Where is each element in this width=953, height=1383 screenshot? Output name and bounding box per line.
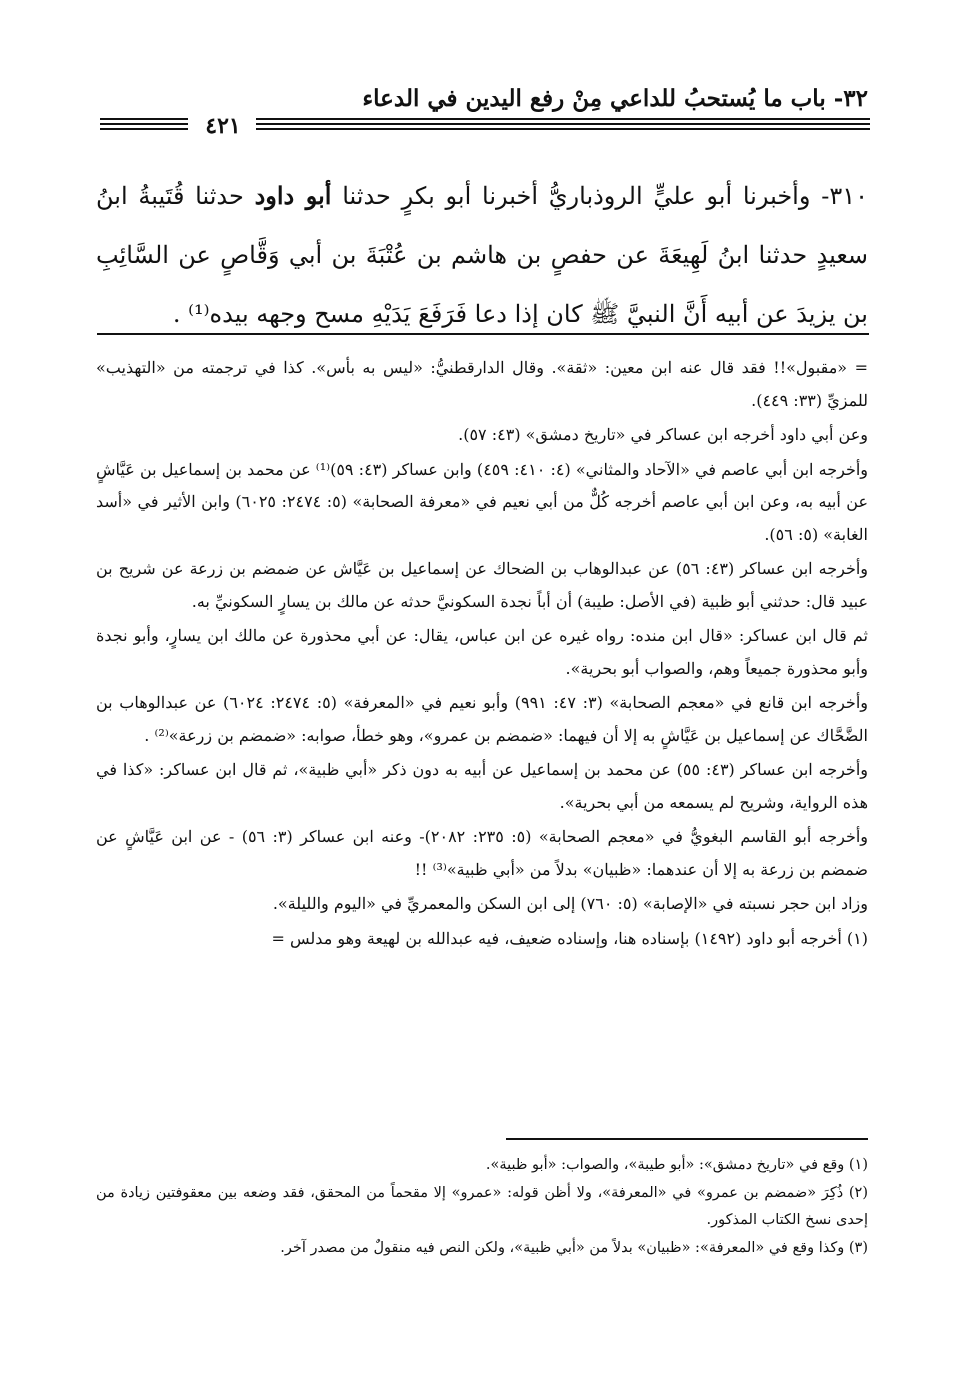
footnote: (١) وقع في «تاريخ دمشق»: «أبو طيبة»، والصواب: «أبو ظبية». [485,1157,868,1173]
page-number: ٤٢١ [205,113,241,139]
commentary-paragraph: وأخرجه ابن أبي عاصم في «الآحاد والمثاني» (٤: ٤١٠: ٤٥٩) وابن عساكر (٤٣: ٥٩)⁽¹⁾ عن محمد بن إسماعيل بن عَيَّاشٍ عن أبيه به، وعن ابن أبي عاصم أخرجه كُلٌّ من أبي نعيم في «معرفة الصحابة» (٥: ٢٤٧٤: ٦٠٢٥) وابن الأثير في «أسد الغابة» (٥: ٥٦). [96,459,869,544]
header-rule-right [256,118,870,133]
footnote: (٣) وكذا وقع في «المعرفة»: «ظبيان» بدلاً من «أبي ظبية»، ولكن النص فيه منقولٌ من مصدر آخر. [280,1240,868,1256]
chapter-title: ٣٢- باب ما يُستحبُ للداعي مِنْ رفع اليدين في الدعاء [362,85,868,112]
hadith-number: ٣١٠- [821,182,868,210]
hadith-narrator: أبو داود [254,181,332,210]
hadith-chain-part1: وأخبرنا أبو عليٍّ الروذباريُّ أخبرنا أبو بكرٍ حدثنا [342,182,811,210]
footnote: (٢) ذُكِرَ «ضمضم بن عمرو» في «المعرفة»، ولا أظن قوله: «عمرو» إلا مقحماً من المحقق، فقد وضعه بين معقوفتين زيادة من إحدى نسخ الكتاب المذكور. [96,1185,868,1228]
main-text-divider [97,333,869,335]
commentary-paragraph: وأخرجه أبو القاسم البغويُّ في «معجم الصحابة» (٥: ٢٣٥: ٢٠٨٢)- وعنه ابن عساكر (٣: ٥٦) - عن ابن عَيَّاشٍ عن ضمضم بن زرعة به إلا أن عندهما: «ظبيان» بدلاً من «أبي ظبية»⁽³⁾ !! [96,827,869,879]
hadith-text [96,166,868,344]
commentary-paragraph: وعن أبي داود أخرجه ابن عساكر في «تاريخ دمشق» (٤٣: ٥٧). [458,425,868,444]
commentary-paragraph: وأخرجه ابن عساكر (٤٣: ٥٦) عن عبدالوهاب بن الضحاك عن إسماعيل بن عَيَّاش عن ضمضم بن زرعة عن شريح بن عبيد قال: حدثني أبو ظبية (في الأصل: طيبة) أن أباً نجدة السكونيَّ حدثه عن مالك بن يسارٍ السكونيِّ به. [96,559,869,611]
commentary-paragraph: وزاد ابن حجر نسبته في «الإصابة» (٥: ٧٦٠) إلى ابن السكن والمعمريِّ في «اليوم والليلة». [272,894,868,913]
commentary-paragraph: وأخرجه ابن قانع في «معجم الصحابة» (٣: ٤٧: ٩٩١) وأبو نعيم في «المعرفة» (٥: ٢٤٧٤: ٦٠٢٤) عن عبدالوهاب بن الضَّحَّاك عن إسماعيل بن عَيَّاشٍ به إلا أن فيهما: «ضمضم بن عمرو»، وهو خطأ، صوابه: «ضمضم بن زرعة»⁽²⁾ . [96,693,868,745]
commentary-paragraph: (١) أخرجه أبو داود (١٤٩٢) بإسناده هنا، وإسناده ضعيف، فيه عبدالله بن لهيعة وهو مدلس = [271,928,868,948]
footnote-separator [506,1138,868,1140]
commentary-paragraph: وأخرجه ابن عساكر (٤٣: ٥٥) عن محمد بن إسماعيل عن أبيه به دون ذكر «أبي ظبية»، ثم قال ابن عساكر: «كذا في هذه الرواية، وشريح لم يسمعه من أبي بحرية». [96,760,868,812]
commentary-paragraph: = «مقبول»!! فقد قال عنه ابن معين: «ثقة». وقال الدارقطنيُّ: «ليس به بأس». كذا في ترجمته من «التهذيب» للمزيِّ (٣٣: ٤٤٩). [96,358,869,410]
commentary-paragraph: ثم قال ابن عساكر: «قال ابن منده: رواه غيره عن ابن عباس، يقال: عن أبي محذورة عن مالك ابن يسارٍ، وأبو نجدة وأبو محذورة جميعاً وهم، والصواب أبو بحرية». [96,626,868,678]
header-rule-left [100,118,188,133]
hadith-chain-part2: حدثنا قُتَيبةُ ابنُ سعيدٍ حدثنا ابنُ لَهِيعَةَ عن حفصٍ بن هاشم بن عُتْبَةَ بن أبي وَقَّاصٍ عن السَّائِبِ بن يزيدَ عن أبيه أَنَّ النبيَّ ﷺ كان إذا دعا فَرَفَعَ يَدَيْهِ مسح وجهه بيده⁽¹⁾ . [96,182,868,328]
footnotes [96,1152,868,1263]
commentary [96,352,868,957]
